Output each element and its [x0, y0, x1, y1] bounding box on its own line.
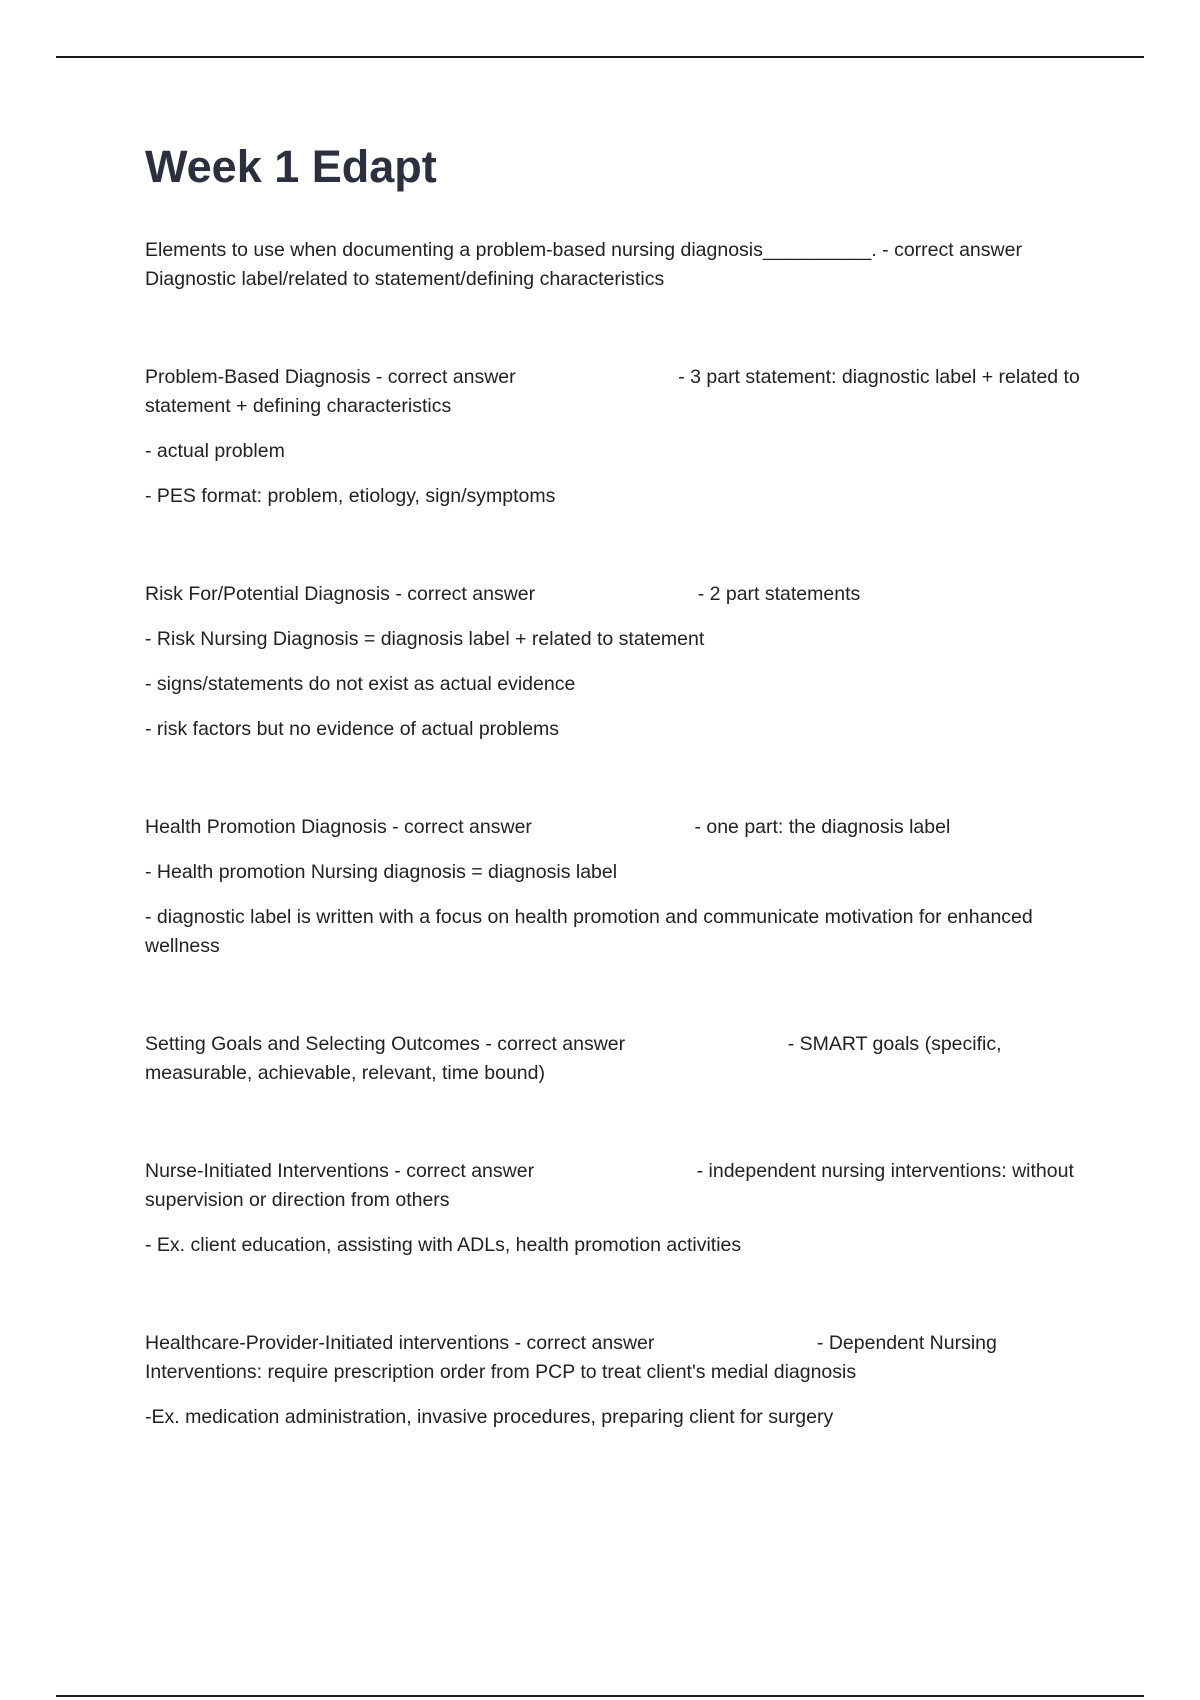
flashcard-term: Nurse-Initiated Interventions - correct answer — [145, 1160, 535, 1182]
flashcard — [145, 1030, 1090, 1088]
flashcard-gap — [535, 583, 698, 605]
flashcard-answer-first — [145, 1030, 1090, 1088]
flashcard-gap — [625, 1033, 788, 1055]
flashcard-gap — [532, 816, 695, 838]
flashcard-answer: - Dependent Nursing Interventions: require prescription order from PCP to treat client's medial diagnosis — [145, 1332, 997, 1383]
flashcard — [145, 813, 1090, 961]
flashcard-term: Risk For/Potential Diagnosis - correct answer — [145, 583, 536, 605]
flashcard-gap — [654, 1332, 817, 1354]
document-body — [145, 140, 1090, 1501]
flashcard-term: Setting Goals and Selecting Outcomes - correct answer — [145, 1033, 626, 1055]
flashcard-answer: - one part: the diagnosis label — [694, 816, 951, 838]
flashcard-answer: - SMART goals (specific, measurable, achievable, relevant, time bound) — [145, 1033, 1002, 1084]
flashcard-gap — [534, 1160, 697, 1182]
flashcard-answer-first — [145, 580, 1090, 609]
flashcard — [145, 1157, 1090, 1260]
flashcard-answer-line: - Ex. client education, assisting with ADLs, health promotion activities — [145, 1234, 742, 1256]
flashcard-answer-line: -Ex. medication administration, invasive procedures, preparing client for surgery — [145, 1406, 834, 1428]
flashcard-answer: - independent nursing interventions: without supervision or direction from others — [145, 1160, 1074, 1211]
intro-paragraph: Elements to use when documenting a problem-based nursing diagnosis__________. - correct answer Diagnostic label/related to statement/defining characteristics — [145, 239, 1022, 290]
flashcard-answer-line: - Health promotion Nursing diagnosis = diagnosis label — [145, 861, 618, 883]
flashcard — [145, 1329, 1090, 1432]
flashcard-answer-first — [145, 1157, 1090, 1215]
flashcard-answer-line: - signs/statements do not exist as actual evidence — [145, 673, 576, 695]
flashcard-gap — [516, 366, 679, 388]
flashcard-answer: - 3 part statement: diagnostic label + related to statement + defining characteristics — [145, 366, 1080, 417]
top-rule — [56, 56, 1144, 58]
flashcard-answer-line: - risk factors but no evidence of actual problems — [145, 718, 560, 740]
flashcard-answer-line: - actual problem — [145, 440, 285, 462]
flashcard-answer-first — [145, 1329, 1090, 1387]
flashcard-term: Problem-Based Diagnosis - correct answer — [145, 366, 516, 388]
flashcard-answer: - 2 part statements — [697, 583, 861, 605]
flashcard-term: Healthcare-Provider-Initiated interventions - correct answer — [145, 1332, 655, 1354]
flashcard — [145, 580, 1090, 744]
flashcard-answer-line: - diagnostic label is written with a focus on health promotion and communicate motivation for enhanced wellness — [145, 906, 1033, 957]
flashcard-answer-first — [145, 813, 1090, 842]
flashcard-answer-first — [145, 363, 1090, 421]
page-title: Week 1 Edapt — [145, 141, 437, 192]
flashcard-list — [145, 363, 1090, 1432]
flashcard — [145, 363, 1090, 511]
flashcard-answer-line: - PES format: problem, etiology, sign/symptoms — [145, 485, 556, 507]
bottom-rule — [56, 1695, 1144, 1697]
flashcard-answer-line: - Risk Nursing Diagnosis = diagnosis label + related to statement — [145, 628, 705, 650]
flashcard-term: Health Promotion Diagnosis - correct answer — [145, 816, 532, 838]
